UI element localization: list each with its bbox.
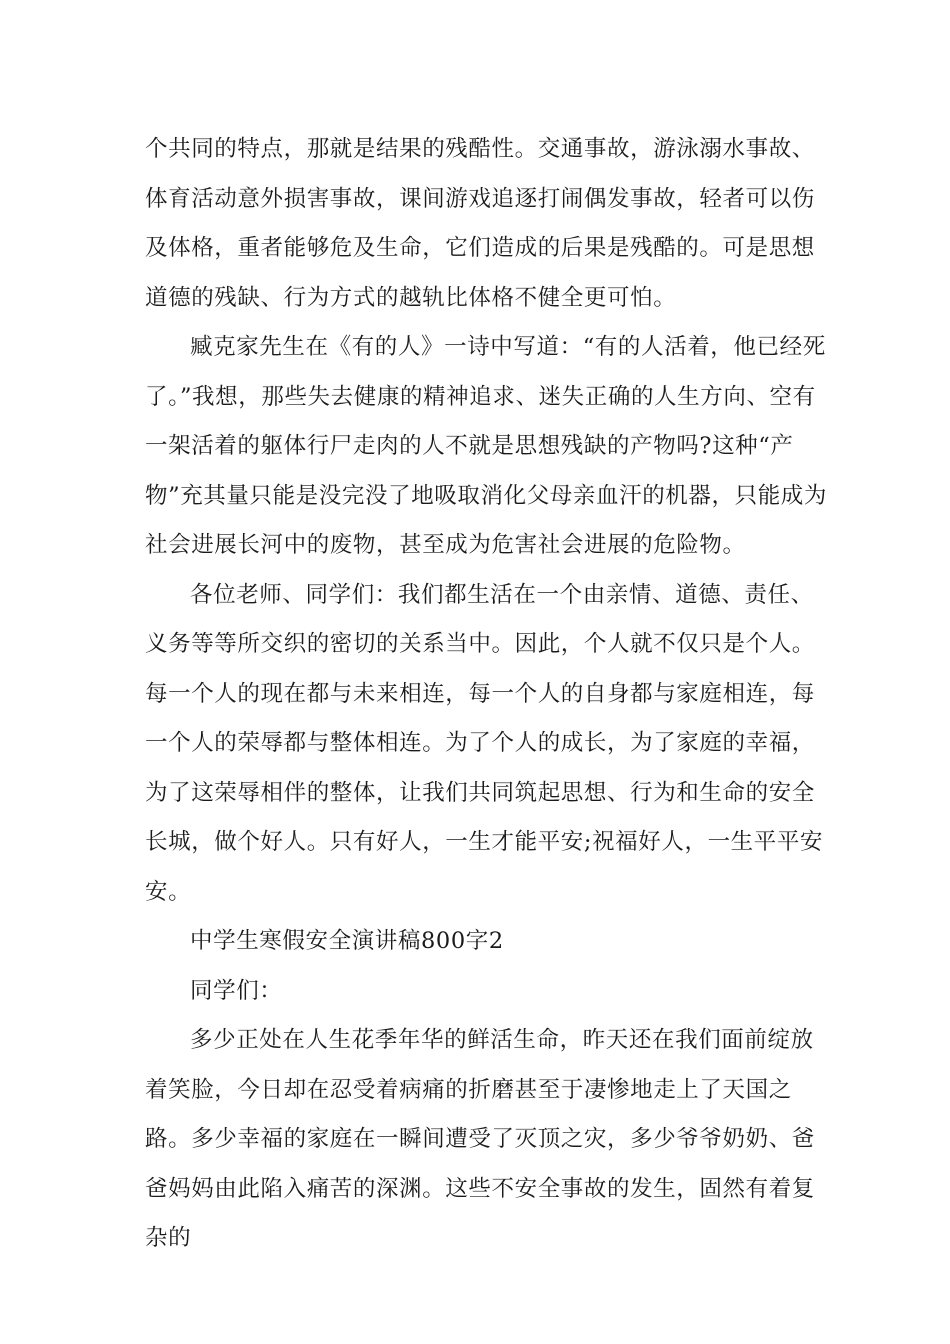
salutation: 同学们：: [190, 977, 283, 1004]
paragraph-2: 臧克家先生在《有的人》一诗中写道：“有的人活着，他已经死了。”我想，那些失去健康的精神追求、迷失正确的人生方向、空有一架活着的躯体行尸走肉的人不就是思想残缺的产物吗?这种“产物”充其量只能是没完没了地吸取消化父母亲血汗的机器，只能成为社会进展长河中的废物，甚至成为危害社会进展的危险物。: [145, 334, 828, 558]
paragraph-1: 个共同的特点，那就是结果的残酷性。交通事故，游泳溺水事故、体育活动意外损害事故，课间游戏追逐打闹偶发事故，轻者可以伤及体格，重者能够危及生命，它们造成的后果是残酷的。可是思想道德的残缺、行为方式的越轨比体格不健全更可怕。: [145, 136, 815, 311]
document-body: [145, 125, 835, 1264]
paragraph-4: 多少正处在人生花季年华的鲜活生命，昨天还在我们面前绽放着笑脸，今日却在忍受着病痛的折磨甚至于凄惨地走上了天国之路。多少幸福的家庭在一瞬间遭受了灭顶之灾，多少爷爷奶奶、爸爸妈妈由此陷入痛苦的深渊。这些不安全事故的发生，固然有着复杂的: [145, 1027, 815, 1251]
paragraph-3: 各位老师、同学们：我们都生活在一个由亲情、道德、责任、义务等等所交织的密切的关系当中。因此，个人就不仅只是个人。每一个人的现在都与未来相连，每一个人的自身都与家庭相连，每一个人的荣辱都与整体相连。为了个人的成长，为了家庭的幸福，为了这荣辱相伴的整体，让我们共同筑起思想、行为和生命的安全长城，做个好人。只有好人，一生才能平安;祝福好人，一生平平安安。: [145, 581, 824, 905]
section-title: 中学生寒假安全演讲稿800字2: [190, 928, 504, 954]
